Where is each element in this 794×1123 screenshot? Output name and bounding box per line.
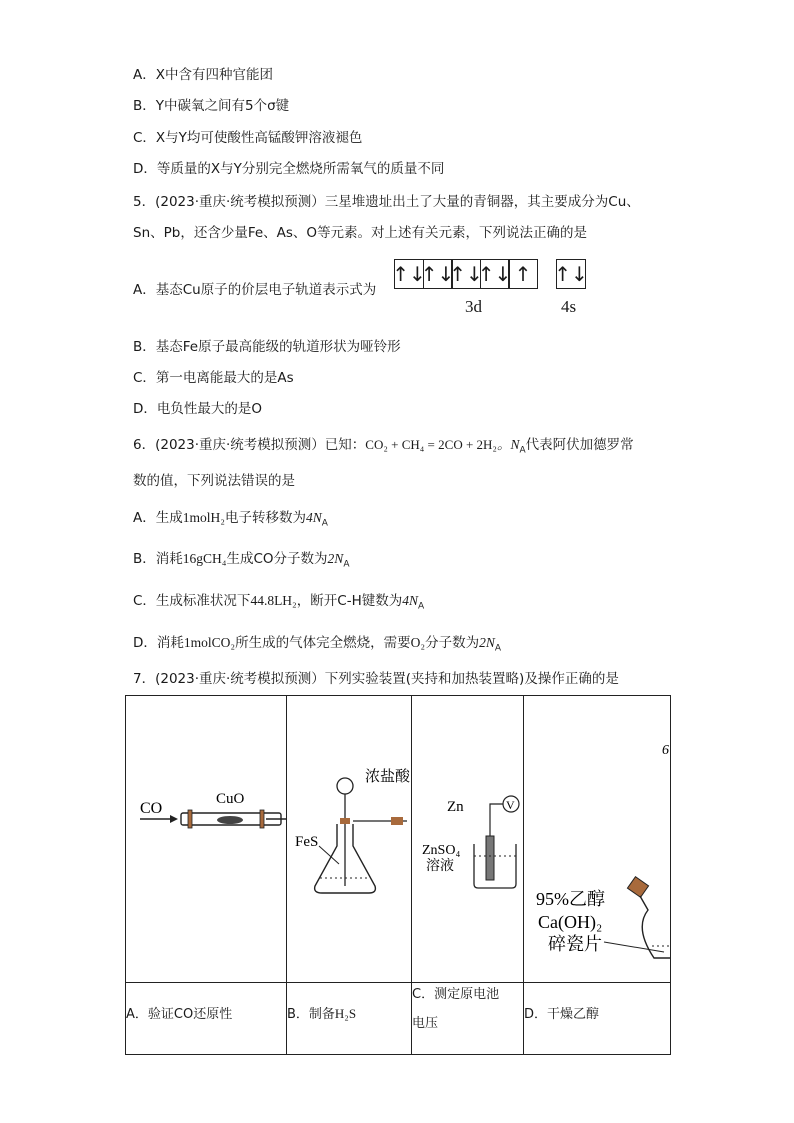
q6-a-text: A．生成: [133, 510, 183, 526]
stopper-right: [260, 810, 264, 828]
q5-option-b: B．基态Fe原子最高能级的轨道形状为哑铃形: [133, 339, 401, 355]
caption-d: [524, 983, 671, 1055]
q6-stem-prefix: 6．(2023·重庆·统考模拟预测）已知：: [133, 437, 366, 453]
figure-c-cell-voltage: [412, 696, 523, 978]
q6-stem-line2: 数的值，下列说法错误的是: [133, 473, 295, 489]
caption-a: [126, 983, 287, 1055]
experiment-table: [125, 695, 671, 1055]
orbital-box: ↑: [508, 259, 538, 289]
label-caoh2: Ca(OH)₂: [538, 912, 603, 932]
figure-a-co-reduction: [126, 696, 286, 978]
flask-neck-stopper: [627, 877, 648, 898]
q6-b-sub: A: [343, 559, 350, 570]
q6-c-na: 4N: [402, 593, 418, 608]
q6-a-sub: A: [321, 518, 328, 529]
q6-stem-na: 。N: [496, 437, 520, 452]
q6-a-na: 4N: [305, 510, 322, 525]
figure-d-cell: [524, 696, 671, 983]
q6-stem-line1: [133, 436, 634, 460]
caption-d-text: D．干燥乙醇: [524, 1007, 600, 1022]
q6-equation: CO₂ + CH₄ = 2CO + 2H₂: [365, 437, 497, 452]
label-cuo: CuO: [216, 791, 245, 807]
q4-option-a: A．X中含有四种官能团: [133, 67, 273, 83]
figure-a-cell: [126, 696, 287, 983]
figure-b-h2s-preparation: [287, 696, 411, 978]
q6-na-sub: A: [519, 445, 526, 456]
orbital-diagram-4s: [556, 259, 586, 289]
q6-d-text2: 所生成的气体完全燃烧，需要: [235, 635, 411, 651]
figure-d-ethanol-drying: [524, 696, 670, 978]
q6-b-text: B．消耗: [133, 551, 183, 567]
caption-b-text: B．制备: [287, 1007, 335, 1022]
caption-a-text: A．验证CO还原性: [126, 1007, 233, 1022]
q6-c-formula: 44.8LH₂: [250, 593, 297, 608]
q6-b-text2: 生成CO分子数为: [226, 551, 328, 567]
label-conc-hcl: 浓盐酸: [365, 769, 411, 785]
label-znso4: ZnSO₄: [422, 843, 461, 858]
q6-option-a: [133, 509, 328, 533]
q6-stem-tail: 代表阿伏加德罗常: [525, 437, 634, 453]
flask-stopper: [340, 818, 350, 824]
orbital-box: ↑↓: [394, 259, 424, 289]
label-solution: 溶液: [426, 859, 454, 874]
q6-option-b: [133, 550, 349, 574]
caption-b-formula: H₂S: [334, 1006, 357, 1021]
label-4s: 4s: [561, 297, 577, 316]
figure-c-cell: [412, 696, 524, 983]
cuo-powder: [217, 816, 243, 824]
pointer-chips: [604, 942, 664, 952]
q5-stem-line2: Sn、Pb，还含少量Fe、As、O等元素。对上述有关元素，下列说法正确的是: [133, 225, 588, 241]
orbital-box: ↑↓: [556, 259, 586, 289]
q5-option-a: A．基态Cu原子的价层电子轨道表示式为: [133, 282, 377, 298]
q6-d-formula2: O₂: [410, 635, 426, 650]
q6-b-formula: 16gCH₄: [182, 551, 227, 566]
label-ethanol: 95%乙醇: [536, 889, 605, 909]
q6-c-sub: A: [417, 601, 425, 612]
q6-c-text2: ，断开C-H键数为: [296, 593, 403, 609]
label-corner: 6: [662, 743, 669, 758]
label-fes: FeS: [295, 834, 319, 850]
q5-stem-line1: 5．(2023·重庆·统考模拟预测）三星堆遗址出土了大量的青铜器，其主要成分为Cu、: [133, 194, 640, 210]
label-voltmeter: V: [506, 798, 515, 812]
label-co: CO: [140, 800, 163, 817]
tube-connector: [391, 817, 403, 825]
caption-c: [412, 983, 524, 1055]
q6-d-na: 2N: [479, 635, 495, 650]
q6-d-formula: 1molCO₂: [183, 635, 236, 650]
arrow-head-icon: [170, 815, 178, 823]
q6-option-c: [133, 592, 424, 616]
zinc-electrode: [486, 836, 494, 880]
figure-b-cell: [287, 696, 412, 983]
q6-d-sub: A: [494, 643, 502, 654]
caption-c-text: C．测定原电池: [412, 987, 500, 1002]
caption-c-text2: 电压: [412, 1016, 439, 1031]
orbital-box: ↑↓: [451, 259, 481, 289]
wire: [490, 804, 503, 836]
q5-option-c: C．第一电离能最大的是As: [133, 370, 294, 386]
label-3d: 3d: [465, 297, 482, 316]
stopper-left: [188, 810, 192, 828]
q4-option-d: D．等质量的X与Y分别完全燃烧所需氧气的质量不同: [133, 161, 445, 177]
orbital-diagram-3d: [394, 259, 538, 289]
q4-option-b: B．Y中碳氧之间有5个σ键: [133, 98, 290, 114]
q6-d-text: D．消耗: [133, 635, 184, 651]
beaker: [474, 844, 516, 888]
label-zn: Zn: [447, 799, 464, 815]
orbital-box: ↑↓: [480, 259, 510, 289]
dropping-funnel: [337, 778, 353, 794]
q4-option-c: C．X与Y均可使酸性高锰酸钾溶液褪色: [133, 130, 363, 146]
orbital-box: ↑↓: [423, 259, 453, 289]
q6-option-d: [133, 634, 501, 658]
label-porcelain-chips: 碎瓷片: [548, 934, 602, 954]
caption-b: [287, 983, 412, 1055]
q6-a-text2: 电子转移数为: [224, 510, 306, 526]
q6-a-formula: 1molH₂: [182, 510, 225, 525]
q6-b-na: 2N: [327, 551, 344, 566]
q6-c-text: C．生成标准状况下: [133, 593, 251, 609]
q6-d-text3: 分子数为: [425, 635, 480, 651]
q5-option-d: D．电负性最大的是O: [133, 401, 263, 417]
q7-stem: 7．(2023·重庆·统考模拟预测）下列实验装置(夹持和加热装置略)及操作正确的是: [133, 671, 619, 687]
